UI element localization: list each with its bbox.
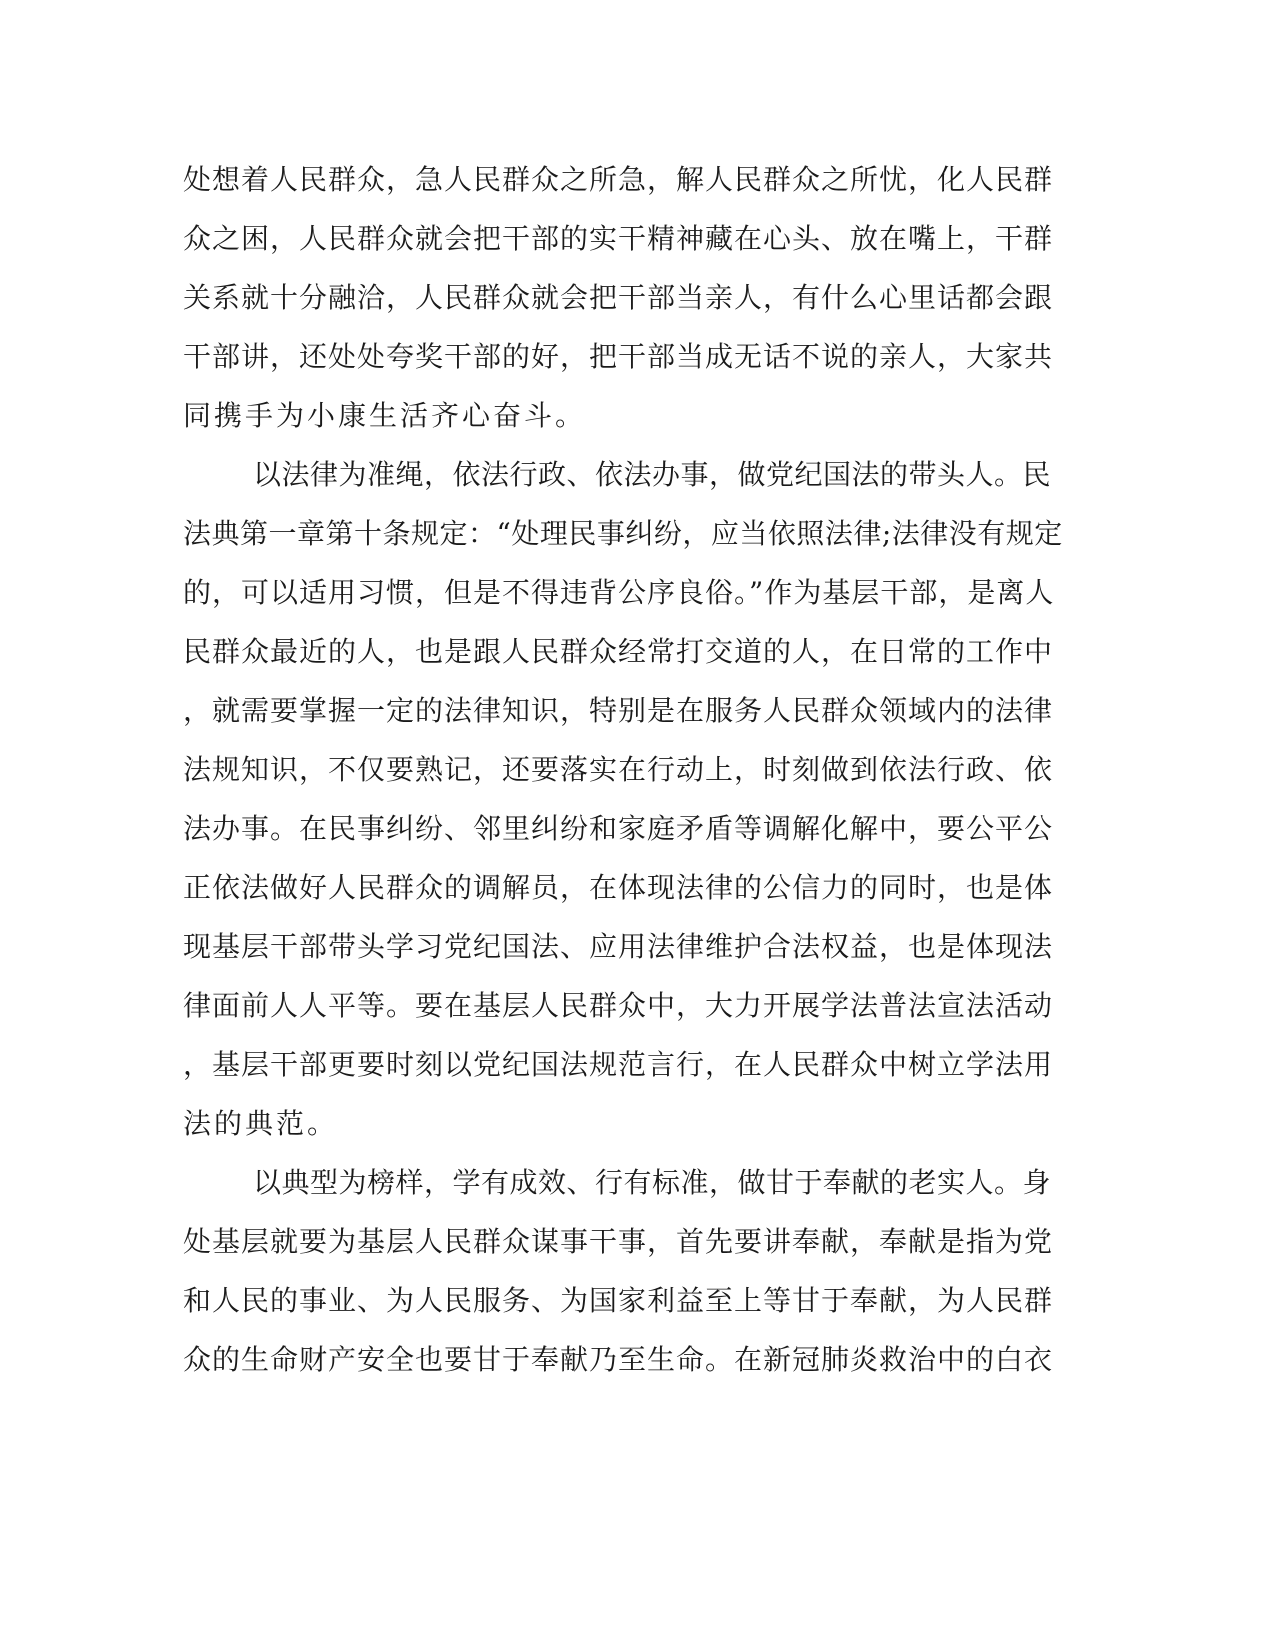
- text-line: 和人民的事业、为人民服务、为国家利益至上等甘于奉献，为人民群: [183, 1284, 1054, 1317]
- text-line: 关系就十分融洽，人民群众就会把干部当亲人，有什么心里话都会跟: [183, 281, 1054, 314]
- text-line: 现基层干部带头学习党纪国法、应用法律维护合法权益，也是体现法: [183, 930, 1054, 963]
- text-line: 处基层就要为基层人民群众谋事干事，首先要讲奉献，奉献是指为党: [183, 1225, 1054, 1258]
- text-line: 民群众最近的人，也是跟人民群众经常打交道的人，在日常的工作中: [183, 635, 1054, 668]
- text-line: 法规知识，不仅要熟记，还要落实在行动上，时刻做到依法行政、依: [183, 753, 1054, 786]
- text-line: 众的生命财产安全也要甘于奉献乃至生命。在新冠肺炎救治中的白衣: [183, 1343, 1054, 1376]
- paragraph-first-line: 以法律为准绳，依法行政、依法办事，做党纪国法的带头人。民: [253, 458, 1052, 491]
- text-line: 法办事。在民事纠纷、邻里纠纷和家庭矛盾等调解化解中，要公平公: [183, 812, 1054, 845]
- text-line: ，基层干部更要时刻以党纪国法规范言行，在人民群众中树立学法用: [183, 1048, 1054, 1081]
- text-line: ，就需要掌握一定的法律知识，特别是在服务人民群众领域内的法律: [183, 694, 1054, 727]
- text-line: 法的典范。: [183, 1107, 339, 1140]
- text-line: 处想着人民群众，急人民群众之所急，解人民群众之所忧，化人民群: [183, 163, 1054, 196]
- text-line: 的，可以适用习惯，但是不得违背公序良俗。”作为基层干部，是离人: [183, 576, 1055, 609]
- text-line: 干部讲，还处处夸奖干部的好，把干部当成无话不说的亲人，大家共: [183, 340, 1054, 373]
- text-line: 律面前人人平等。要在基层人民群众中，大力开展学法普法宣法活动: [183, 989, 1054, 1022]
- paragraph-first-line: 以典型为榜样，学有成效、行有标准，做甘于奉献的老实人。身: [253, 1166, 1052, 1199]
- text-line: 法典第一章第十条规定：“处理民事纠纷，应当依照法律;法律没有规定: [183, 517, 1063, 550]
- text-line: 众之困，人民群众就会把干部的实干精神藏在心头、放在嘴上，干群: [183, 222, 1054, 255]
- text-line: 正依法做好人民群众的调解员，在体现法律的公信力的同时，也是体: [183, 871, 1054, 904]
- text-line: 同携手为小康生活齐心奋斗。: [183, 399, 587, 432]
